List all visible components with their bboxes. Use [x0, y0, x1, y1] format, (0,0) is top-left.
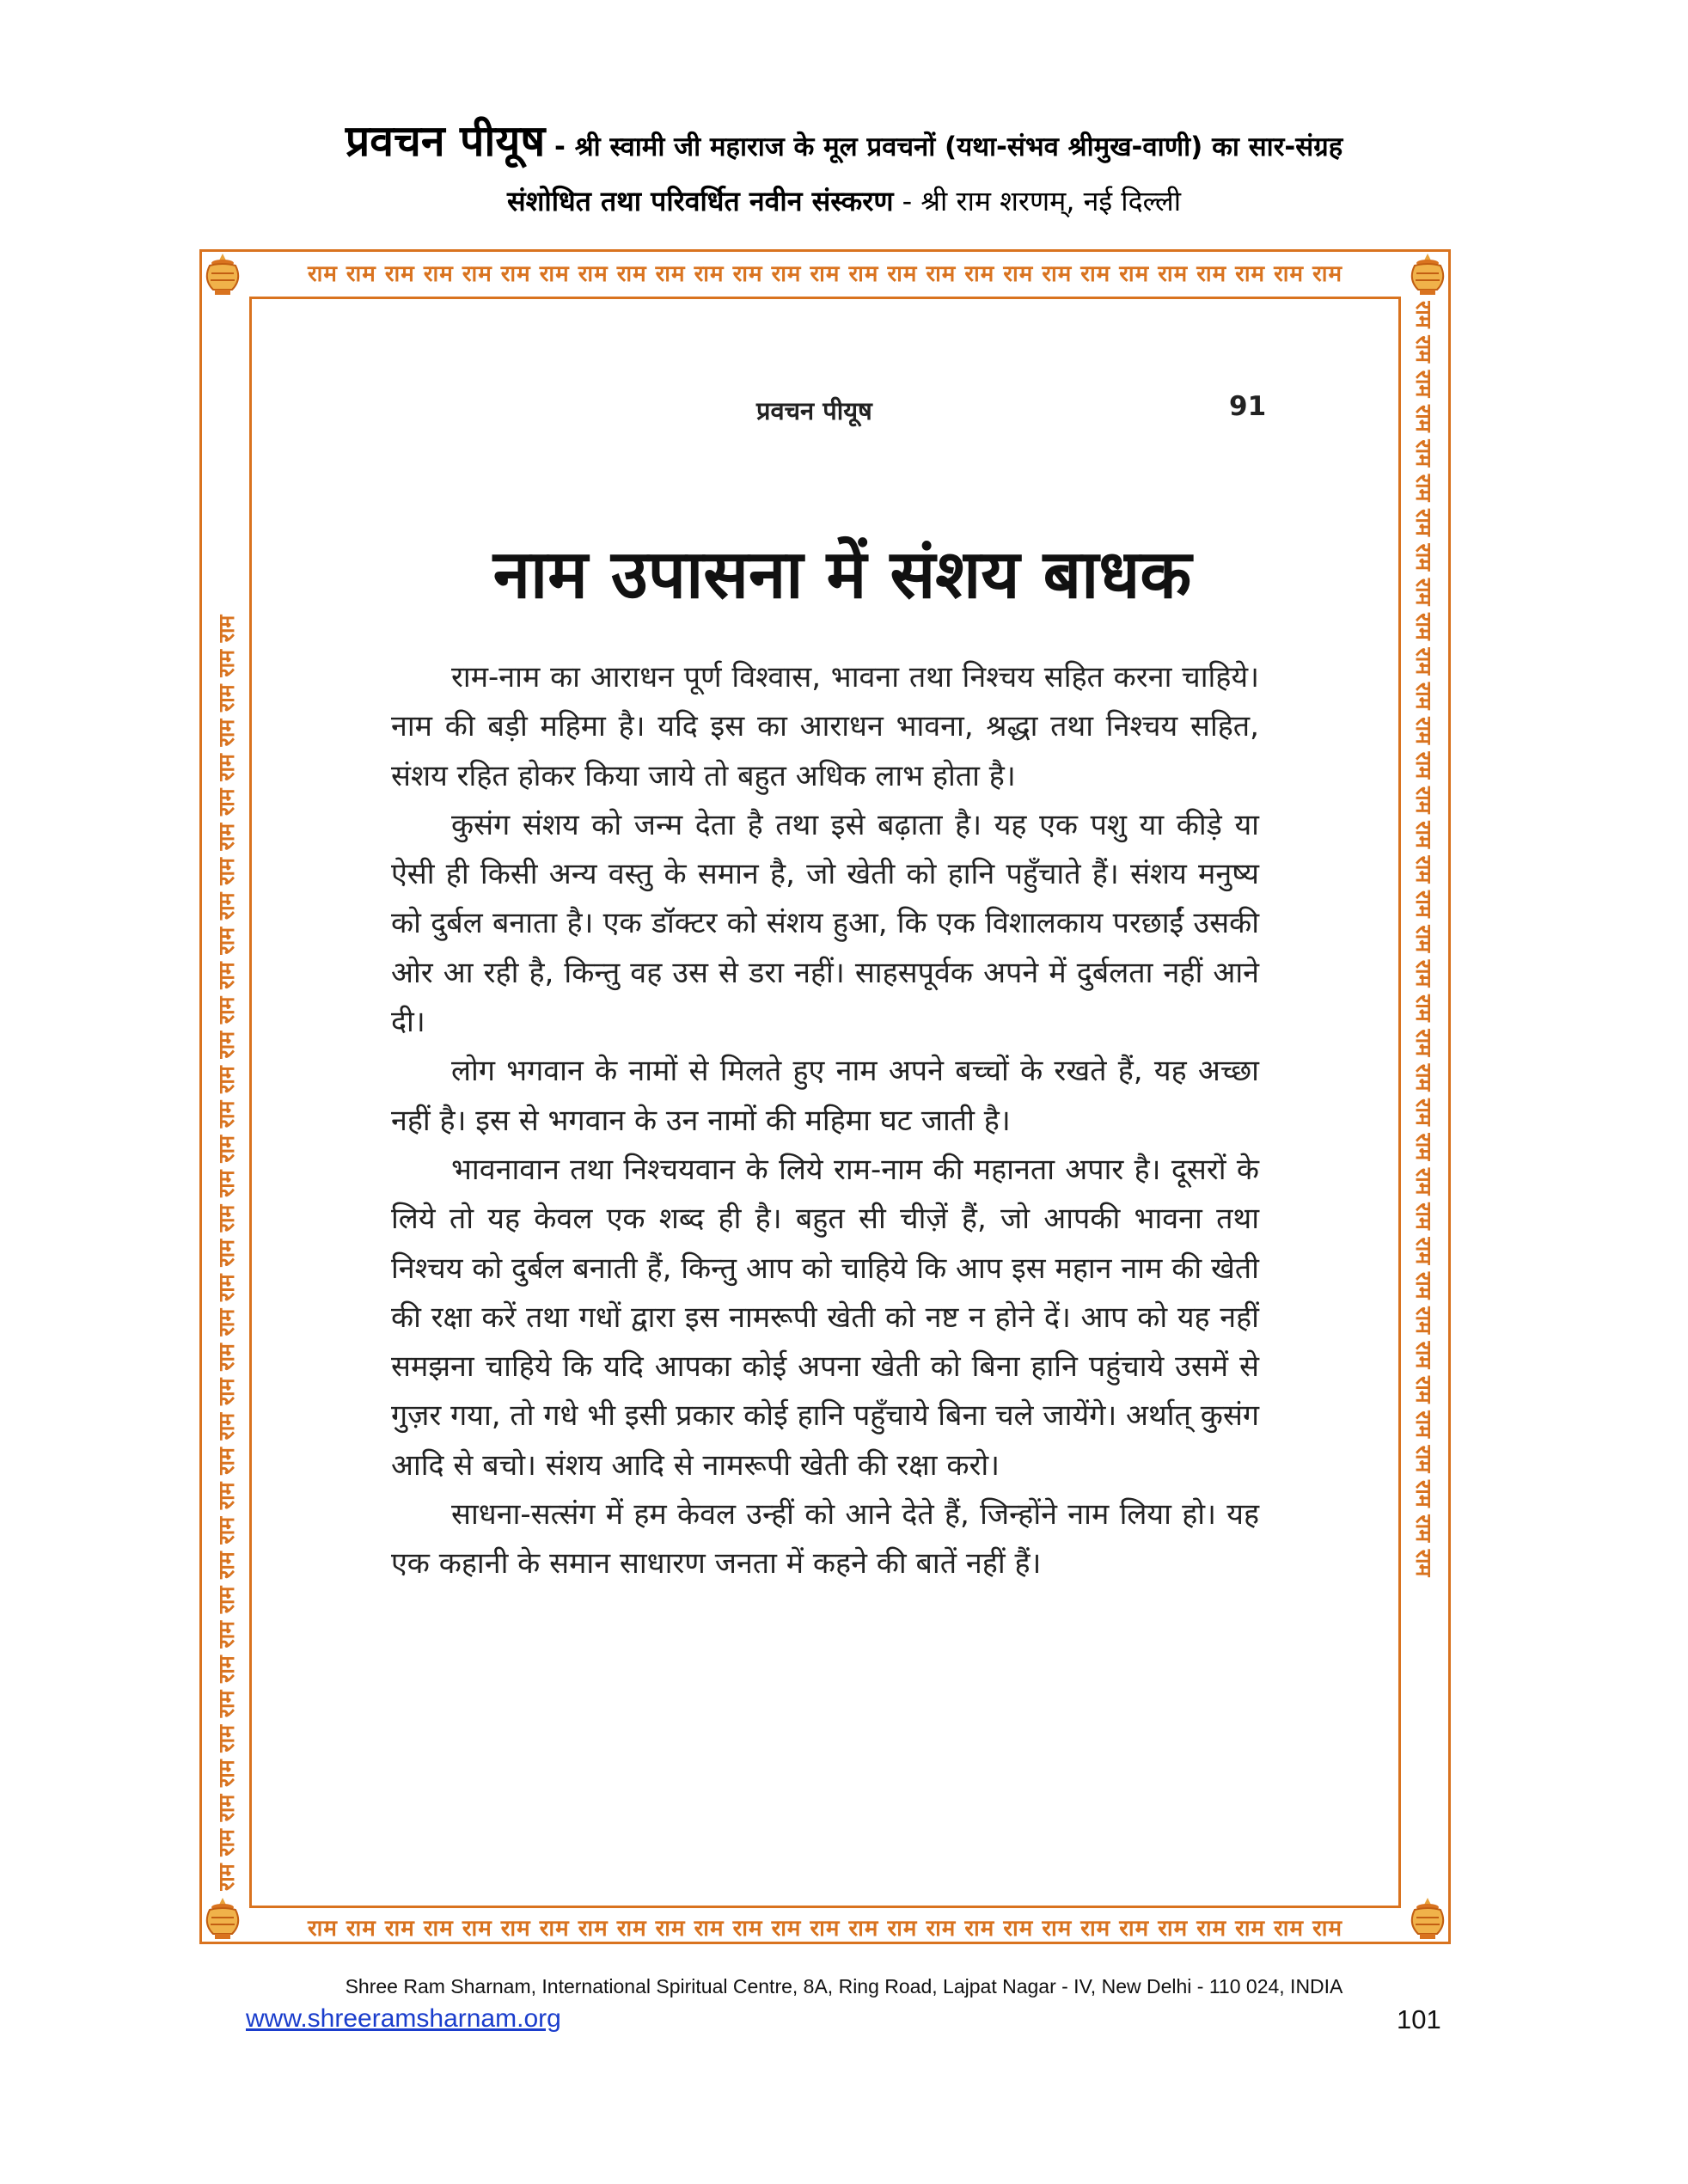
ram-border-right: राम राम राम राम राम राम राम राम राम राम राम राम राम राम राम राम राम राम राम राम राम राम राम राम राम राम राम राम राम राम राम राम राम राम राम राम राम — [1411, 301, 1436, 1577]
header-book-title: प्रवचन पीयूष — [345, 116, 546, 166]
paragraph: कुसंग संशय को जन्म देता है तथा इसे बढ़ाता है। यह एक पशु या कीड़े या ऐसी ही किसी अन्य वस्तु के समान है, जो खेती को हानि पहुँचाते हैं। संशय मनुष्य को दुर्बल बनाता है। एक डॉक्टर को संशय हुआ, कि एक विशालकाय परछाईं उसकी ओर आ रही है, किन्तु वह उस से डरा नहीं। साहसपूर्वक अपने में दुर्बलता नहीं आने दी। — [391, 807, 1259, 1040]
footer-address: Shree Ram Sharnam, International Spiritual Centre, 8A, Ring Road, Lajpat Nagar - IV, New Delhi - 110 024, INDIA — [345, 1975, 1343, 1997]
kalash-ornament-icon — [201, 251, 244, 297]
chapter-title: नाम उपासना में संशय बाधक — [492, 536, 1192, 614]
paragraph: राम-नाम का आराधन पूर्ण विश्वास, भावना तथा निश्चय सहित करना चाहिये। नाम की बड़ी महिमा है। यदि इस का आराधन भावना, श्रद्धा तथा निश्चय सहित, संशय रहित होकर किया जाये तो बहुत अधिक लाभ होता है। — [391, 660, 1259, 793]
paragraph: भावनावान तथा निश्चयवान के लिये राम-नाम की महानता अपार है। दूसरों के लिये तो यह केवल एक शब्द ही है। बहुत सी चीज़ें हैं, जो आपकी भावना तथा निश्चय को दुर्बल बनाती हैं, किन्तु आप को चाहिये कि आप इस महान नाम की खेती की रक्षा करें तथा गधों द्वारा इस नामरूपी खेती को नष्ट न होने दें। आप को यह नहीं समझना चाहिये कि यदि आपका कोई अपना खेती को बिना हानि पहुंचाये उसमें से गुज़र गया, तो गधे भी इसी प्रकार कोई हानि पहुँचाये बिना चले जायेंगे। अर्थात् कुसंग आदि से बचो। संशय आदि से नामरूपी खेती की रक्षा करो। — [391, 1152, 1259, 1483]
kalash-ornament-icon — [1406, 1895, 1449, 1942]
header-edition-label: संशोधित तथा परिवर्धित नवीन संस्करण — [507, 185, 894, 217]
document-header-edition — [0, 182, 1688, 219]
paragraph: साधना-सत्संग में हम केवल उन्हीं को आने देते हैं, जिन्होंने नाम लिया हो। यह एक कहानी के समान साधारण जनता में कहने की बातें नहीं हैं। — [391, 1497, 1259, 1581]
kalash-ornament-icon — [1406, 251, 1449, 297]
chapter-body — [391, 653, 1259, 1589]
document-page-number: 101 — [1397, 2004, 1441, 2034]
document-header-title — [0, 110, 1688, 168]
book-running-title: प्रवचन पीयूष — [756, 396, 872, 425]
header-book-subtitle: - श्री स्वामी जी महाराज के मूल प्रवचनों (यथा-संभव श्रीमुख-वाणी) का सार-संग्रह — [545, 132, 1343, 162]
website-link[interactable]: www.shreeramsharnam.org — [246, 2004, 561, 2033]
paragraph: लोग भगवान के नामों से मिलते हुए नाम अपने बच्चों के रखते हैं, यह अच्छा नहीं है। इस से भगवान के उन नामों की महिमा घट जाती है। — [391, 1054, 1259, 1138]
book-page-number: 91 — [1229, 391, 1267, 422]
kalash-ornament-icon — [201, 1895, 244, 1942]
ram-border-bottom: राम राम राम राम राम राम राम राम राम राम राम राम राम राम राम राम राम राम राम राम राम राम राम राम राम राम राम — [307, 1916, 1343, 1942]
ram-border-top: राम राम राम राम राम राम राम राम राम राम राम राम राम राम राम राम राम राम राम राम राम राम राम राम राम राम राम — [307, 261, 1343, 287]
ram-border-left: राम राम राम राम राम राम राम राम राम राम राम राम राम राम राम राम राम राम राम राम राम राम राम राम राम राम राम राम राम राम राम राम राम राम राम राम राम — [214, 615, 239, 1891]
header-publisher: - श्री राम शरणम्, नई दिल्ली — [893, 185, 1181, 217]
